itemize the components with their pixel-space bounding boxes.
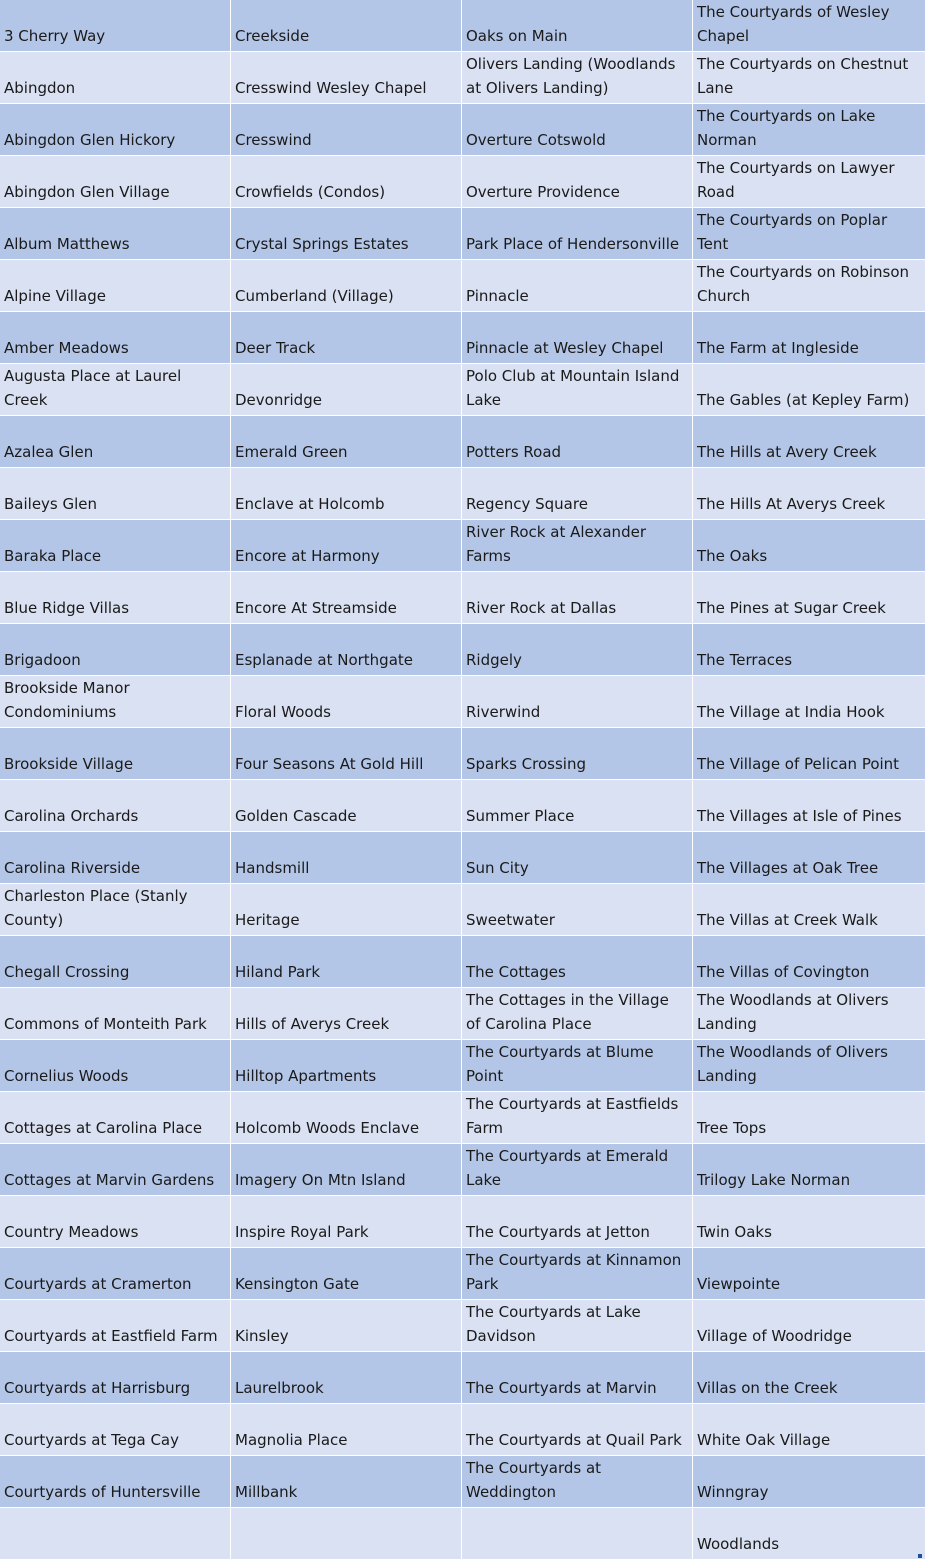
table-cell[interactable] [462,260,693,312]
cell-text: Baileys Glen [4,495,98,513]
cell-text: Courtyards at Harrisburg [4,1379,191,1397]
cell-text: Crowfields (Condos) [235,183,386,201]
cell-text: Brookside Village [4,755,134,773]
table-cell[interactable] [231,468,462,520]
cell-text: Courtyards of Huntersville [4,1483,201,1501]
table-cell[interactable] [0,936,231,988]
cell-text: Blue Ridge Villas [4,599,130,617]
cell-text: Cottages at Carolina Place [4,1119,203,1137]
table-cell[interactable] [462,728,693,780]
cell-text: The Pines at Sugar Creek [697,599,886,617]
cell-text: Villas on the Creek [697,1379,838,1397]
cell-text: River Rock at Alexander Farms [466,523,646,565]
cell-text: The Village at India Hook [697,703,885,721]
table-cell[interactable] [693,780,925,832]
table-cell[interactable] [231,1508,462,1560]
cell-text: The Courtyards at Emerald Lake [466,1147,669,1189]
cell-text: Hiland Park [235,963,321,981]
table-cell[interactable] [0,1456,231,1508]
table-cell[interactable] [462,208,693,260]
cell-text: Overture Providence [466,183,620,201]
table-cell[interactable] [693,1040,925,1092]
cell-text: Courtyards at Cramerton [4,1275,192,1293]
cell-text: The Courtyards at Quail Park [466,1431,682,1449]
table-cell[interactable] [462,1300,693,1352]
table-cell[interactable] [0,884,231,936]
table-cell[interactable] [693,104,925,156]
cell-text: The Courtyards on Poplar Tent [697,211,888,253]
cell-text: The Villas of Covington [697,963,870,981]
table-cell[interactable] [231,52,462,104]
table-cell[interactable] [693,52,925,104]
table-cell[interactable] [0,1248,231,1300]
cell-text: Commons of Monteith Park [4,1015,207,1033]
table-cell[interactable] [693,1508,925,1560]
table-cell[interactable] [462,1092,693,1144]
table-cell[interactable] [231,1404,462,1456]
table-cell[interactable] [462,988,693,1040]
table-cell[interactable] [693,208,925,260]
cell-text: The Terraces [697,651,793,669]
table-cell[interactable] [0,468,231,520]
cell-text: Cottages at Marvin Gardens [4,1171,215,1189]
cell-text: Pinnacle [466,287,529,305]
table-cell[interactable] [231,104,462,156]
cell-text: Sweetwater [466,911,555,929]
cell-text: Golden Cascade [235,807,357,825]
table-cell[interactable] [231,1352,462,1404]
table-cell[interactable] [462,1404,693,1456]
cell-text: The Villages at Isle of Pines [697,807,902,825]
cell-text: Tree Tops [697,1119,767,1137]
cell-text: Winngray [697,1483,769,1501]
cell-text: Brigadoon [4,651,81,669]
table-cell[interactable] [693,1456,925,1508]
table-cell[interactable] [231,1144,462,1196]
table-cell[interactable] [0,1300,231,1352]
table-cell[interactable] [0,780,231,832]
table-cell[interactable] [0,988,231,1040]
table-cell[interactable] [231,1040,462,1092]
table-cell[interactable] [0,676,231,728]
table-cell[interactable] [0,624,231,676]
table-cell[interactable] [462,52,693,104]
cell-text: Overture Cotswold [466,131,606,149]
table-cell[interactable] [693,572,925,624]
cell-text: Carolina Riverside [4,859,141,877]
cell-text: Heritage [235,911,300,929]
cell-text: Deer Track [235,339,316,357]
table-cell[interactable] [462,104,693,156]
cell-text: Village of Woodridge [697,1327,852,1345]
cell-text: Courtyards at Tega Cay [4,1431,179,1449]
cell-text: Amber Meadows [4,339,129,357]
table-cell[interactable] [231,312,462,364]
cell-text: Encore at Harmony [235,547,380,565]
cell-text: The Courtyards at Weddington [466,1459,602,1501]
table-cell[interactable] [693,260,925,312]
table-cell[interactable] [693,728,925,780]
cell-text: Cresswind Wesley Chapel [235,79,427,97]
table-cell[interactable] [693,1092,925,1144]
cell-text: The Villages at Oak Tree [697,859,879,877]
table-cell[interactable] [0,728,231,780]
cell-text: 3 Cherry Way [4,27,106,45]
table-cell[interactable] [231,780,462,832]
cell-text: The Courtyards on Lawyer Road [697,159,895,201]
cell-text: Inspire Royal Park [235,1223,369,1241]
cell-text: Park Place of Hendersonville [466,235,680,253]
cell-text: Summer Place [466,807,575,825]
cell-text: Devonridge [235,391,322,409]
table-cell[interactable] [231,1300,462,1352]
cell-text: The Hills At Averys Creek [697,495,886,513]
table-cell[interactable] [231,1248,462,1300]
cell-text: The Courtyards on Chestnut Lane [697,55,909,97]
cell-text: The Gables (at Kepley Farm) [697,391,910,409]
table-cell[interactable] [0,1508,231,1560]
cell-text: The Cottages in the Village of Carolina Place [466,991,669,1033]
cell-text: The Woodlands at Olivers Landing [697,991,889,1033]
cell-text: River Rock at Dallas [466,599,617,617]
cell-text: Sparks Crossing [466,755,586,773]
table-cell[interactable] [0,1404,231,1456]
cell-text: Hills of Averys Creek [235,1015,390,1033]
table-cell[interactable] [462,624,693,676]
table-cell[interactable] [231,832,462,884]
cell-text: The Oaks [697,547,768,565]
table-cell[interactable] [462,936,693,988]
cell-text: Woodlands [697,1535,780,1553]
cell-text: Courtyards at Eastfield Farm [4,1327,218,1345]
table-cell[interactable] [462,156,693,208]
table-cell[interactable] [0,104,231,156]
table-cell[interactable] [462,780,693,832]
cell-text: Chegall Crossing [4,963,130,981]
cell-text: Handsmill [235,859,310,877]
table-cell[interactable] [693,988,925,1040]
cell-text: Abingdon Glen Village [4,183,170,201]
table-cell[interactable] [231,572,462,624]
cell-text: The Farm at Ingleside [697,339,859,357]
cell-text: Olivers Landing (Woodlands at Olivers Landing) [466,55,676,97]
cell-text: The Cottages [466,963,566,981]
cell-text: Ridgely [466,651,522,669]
cell-text: Album Matthews [4,235,130,253]
table-cell[interactable] [0,832,231,884]
cell-text: The Courtyards of Wesley Chapel [697,3,890,45]
cell-text: Kinsley [235,1327,289,1345]
table-cell[interactable] [231,728,462,780]
table-resize-handle[interactable] [918,1554,922,1558]
cell-text: Cresswind [235,131,312,149]
cell-text: Creekside [235,27,310,45]
cell-text: The Courtyards at Jetton [466,1223,650,1241]
cell-text: Cumberland (Village) [235,287,394,305]
table-cell[interactable] [0,0,231,52]
cell-text: Kensington Gate [235,1275,360,1293]
cell-text: Four Seasons At Gold Hill [235,755,424,773]
cell-text: Millbank [235,1483,298,1501]
cell-text: Alpine Village [4,287,106,305]
cell-text: Country Meadows [4,1223,139,1241]
cell-text: The Courtyards at Eastfields Farm [466,1095,679,1137]
cell-text: The Courtyards at Kinnamon Park [466,1251,682,1293]
cell-text: Enclave at Holcomb [235,495,385,513]
table-cell[interactable] [693,676,925,728]
table-cell[interactable] [693,156,925,208]
table-cell[interactable] [0,1040,231,1092]
table-cell[interactable] [693,312,925,364]
table-cell[interactable] [231,1196,462,1248]
table-cell[interactable] [462,1352,693,1404]
cell-text: Magnolia Place [235,1431,348,1449]
cell-text: Carolina Orchards [4,807,139,825]
table-cell[interactable] [462,572,693,624]
table-cell[interactable] [693,1196,925,1248]
table-cell[interactable] [231,1092,462,1144]
table-cell[interactable] [462,416,693,468]
cell-text: The Woodlands of Olivers Landing [697,1043,888,1085]
table-cell[interactable] [693,624,925,676]
cell-text: Riverwind [466,703,541,721]
table-cell[interactable] [693,468,925,520]
table-cell[interactable] [0,520,231,572]
table-cell[interactable] [0,208,231,260]
cell-text: Cornelius Woods [4,1067,129,1085]
table-cell[interactable] [462,832,693,884]
cell-text: Charleston Place (Stanly County) [4,887,188,929]
table-cell[interactable] [231,936,462,988]
cell-text: Augusta Place at Laurel Creek [4,367,182,409]
table-cell[interactable] [231,520,462,572]
table-cell[interactable] [231,416,462,468]
cell-text: Laurelbrook [235,1379,324,1397]
cell-text: Hilltop Apartments [235,1067,377,1085]
table-cell[interactable] [231,988,462,1040]
table-cell[interactable] [693,936,925,988]
table-cell[interactable] [693,0,925,52]
table-cell[interactable] [462,676,693,728]
table-cell[interactable] [0,1352,231,1404]
table-cell[interactable] [0,572,231,624]
cell-text: White Oak Village [697,1431,831,1449]
table-cell[interactable] [693,416,925,468]
table-cell[interactable] [693,520,925,572]
cell-text: Floral Woods [235,703,331,721]
cell-text: The Courtyards on Lake Norman [697,107,876,149]
table-cell[interactable] [0,52,231,104]
cell-text: Polo Club at Mountain Island Lake [466,367,680,409]
table-cell[interactable] [231,1456,462,1508]
cell-text: Esplanade at Northgate [235,651,414,669]
cell-text: Abingdon [4,79,76,97]
table-cell[interactable] [693,1144,925,1196]
table-cell[interactable] [231,364,462,416]
table-cell[interactable] [462,1456,693,1508]
table-cell[interactable] [0,260,231,312]
table-cell[interactable] [231,624,462,676]
cell-text: Pinnacle at Wesley Chapel [466,339,664,357]
cell-text: Baraka Place [4,547,102,565]
cell-text: Oaks on Main [466,27,568,45]
table-cell[interactable] [231,884,462,936]
cell-text: Imagery On Mtn Island [235,1171,406,1189]
table-cell[interactable] [231,260,462,312]
cell-text: The Villas at Creek Walk [697,911,878,929]
cell-text: Potters Road [466,443,562,461]
cell-text: Viewpointe [697,1275,781,1293]
cell-text: Brookside Manor Condominiums [4,679,130,721]
table-cell[interactable] [462,468,693,520]
table-cell[interactable] [231,676,462,728]
cell-text: Crystal Springs Estates [235,235,409,253]
cell-text: The Courtyards on Robinson Church [697,263,910,305]
cell-text: The Courtyards at Marvin [466,1379,657,1397]
table-cell[interactable] [462,312,693,364]
table-cell[interactable] [0,416,231,468]
table-cell[interactable] [0,1144,231,1196]
table-cell[interactable] [462,1196,693,1248]
table-cell[interactable] [462,1040,693,1092]
table-cell[interactable] [462,520,693,572]
table-cell[interactable] [462,884,693,936]
table-cell[interactable] [231,156,462,208]
table-cell[interactable] [693,364,925,416]
table-cell[interactable] [0,156,231,208]
cell-text: The Courtyards at Lake Davidson [466,1303,641,1345]
table-cell[interactable] [0,1196,231,1248]
table-cell[interactable] [693,1404,925,1456]
cell-text: The Hills at Avery Creek [697,443,877,461]
table-cell[interactable] [0,1092,231,1144]
table-cell[interactable] [462,364,693,416]
cell-text: Azalea Glen [4,443,94,461]
table-cell[interactable] [231,0,462,52]
table-cell[interactable] [693,884,925,936]
cell-text: Regency Square [466,495,588,513]
cell-text: Abingdon Glen Hickory [4,131,176,149]
table-cell[interactable] [0,364,231,416]
table-cell[interactable] [693,1300,925,1352]
cell-text: Holcomb Woods Enclave [235,1119,420,1137]
table-cell[interactable] [462,0,693,52]
cell-text: Twin Oaks [697,1223,772,1241]
table-cell[interactable] [231,208,462,260]
table-cell[interactable] [462,1248,693,1300]
table-cell[interactable] [0,312,231,364]
table-cell[interactable] [693,1352,925,1404]
cell-text: Encore At Streamside [235,599,397,617]
cell-text: Emerald Green [235,443,348,461]
cell-text: The Village of Pelican Point [697,755,900,773]
table-cell[interactable] [693,1248,925,1300]
cell-text: Sun City [466,859,529,877]
cell-text: Trilogy Lake Norman [697,1171,851,1189]
table-cell[interactable] [462,1508,693,1560]
table-cell[interactable] [462,1144,693,1196]
table-cell[interactable] [693,832,925,884]
cell-text: The Courtyards at Blume Point [466,1043,654,1085]
